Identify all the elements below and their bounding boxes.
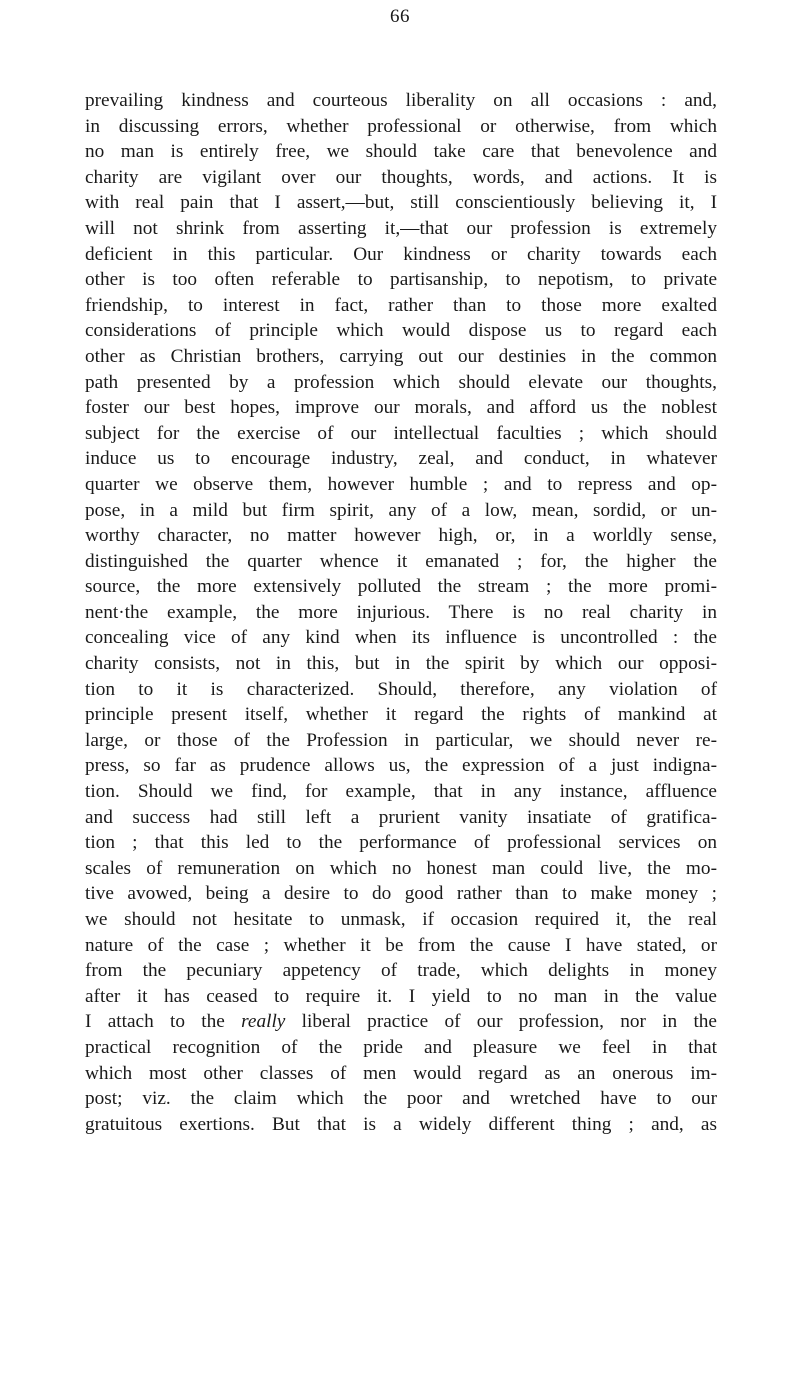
text-line: other as Christian brothers, carrying out our destinies in the common (85, 345, 717, 367)
text-line: nature of the case ; whether it be from the cause I have stated, or (85, 934, 717, 956)
text-line: after it has ceased to require it. I yield to no man in the value (85, 985, 717, 1007)
text-line: deficient in this particular. Our kindness or charity towards each (85, 243, 717, 265)
text-line: other is too often referable to partisanship, to nepotism, to private (85, 269, 717, 291)
text-line: tion to it is characterized. Should, therefore, any violation of (85, 678, 717, 700)
text-line: large, or those of the Profession in particular, we should never re- (85, 729, 717, 751)
text-line: pose, in a mild but firm spirit, any of a low, mean, sordid, or un- (85, 499, 717, 521)
text-line: induce us to encourage industry, zeal, and conduct, in whatever (85, 448, 717, 470)
text-segment: I attach to the (85, 1011, 242, 1033)
text-line: press, so far as prudence allows us, the expression of a just indigna- (85, 755, 717, 777)
text-line: prevailing kindness and courteous liberality on all occasions : and, (85, 90, 717, 111)
text-segment: liberal practice of our profession, nor in the (285, 1011, 717, 1033)
text-line: foster our best hopes, improve our morals, and afford us the noblest (85, 397, 717, 419)
text-line: source, the more extensively polluted the stream ; the more promi- (85, 576, 717, 598)
page-number: 66 (390, 6, 410, 27)
text-line: in discussing errors, whether professional or otherwise, from which (85, 115, 717, 137)
italic-word: really (241, 1011, 286, 1033)
text-line: tion ; that this led to the performance of professional services on (85, 832, 717, 854)
text-line: principle present itself, whether it regard the rights of mankind at (85, 704, 717, 726)
text-line: post; viz. the claim which the poor and wretched have to our (85, 1088, 717, 1110)
text-line: worthy character, no matter however high, or, in a worldly sense, (85, 525, 717, 547)
text-line: and success had still left a prurient vanity insatiate of gratifica- (85, 806, 717, 828)
text-line: gratuitous exertions. But that is a widely different thing ; and, as (85, 1113, 717, 1135)
text-line: friendship, to interest in fact, rather than to those more exalted (85, 294, 717, 316)
text-line: nent·the example, the more injurious. There is no real charity in (85, 601, 717, 623)
text-line: which most other classes of men would regard as an onerous im- (85, 1062, 717, 1084)
text-line: distinguished the quarter whence it emanated ; for, the higher the (85, 550, 717, 572)
text-line: charity consists, not in this, but in the spirit by which our opposi- (85, 653, 717, 675)
text-line: quarter we observe them, however humble ; and to repress and op- (85, 473, 717, 495)
text-line: path presented by a profession which should elevate our thoughts, (85, 371, 717, 393)
text-line (85, 1009, 717, 1035)
text-line: no man is entirely free, we should take care that benevolence and (85, 141, 717, 163)
text-line: concealing vice of any kind when its influence is uncontrolled : the (85, 627, 717, 649)
text-line: practical recognition of the pride and pleasure we feel in that (85, 1036, 717, 1058)
text-line: considerations of principle which would dispose us to regard each (85, 320, 717, 342)
text-line: we should not hesitate to unmask, if occasion required it, the real (85, 909, 717, 930)
text-line: with real pain that I assert,—but, still conscientiously believing it, I (85, 192, 717, 214)
text-line: from the pecuniary appetency of trade, which delights in money (85, 960, 717, 982)
text-line: scales of remuneration on which no honest man could live, the mo- (85, 857, 717, 879)
text-line: subject for the exercise of our intellectual faculties ; which should (85, 422, 717, 444)
body-text (85, 88, 717, 1137)
text-line: tion. Should we find, for example, that in any instance, affluence (85, 781, 717, 803)
text-line: tive avowed, being a desire to do good rather than to make money ; (85, 883, 717, 905)
text-line: charity are vigilant over our thoughts, words, and actions. It is (85, 166, 717, 188)
text-line: will not shrink from asserting it,—that our profession is extremely (85, 217, 717, 239)
